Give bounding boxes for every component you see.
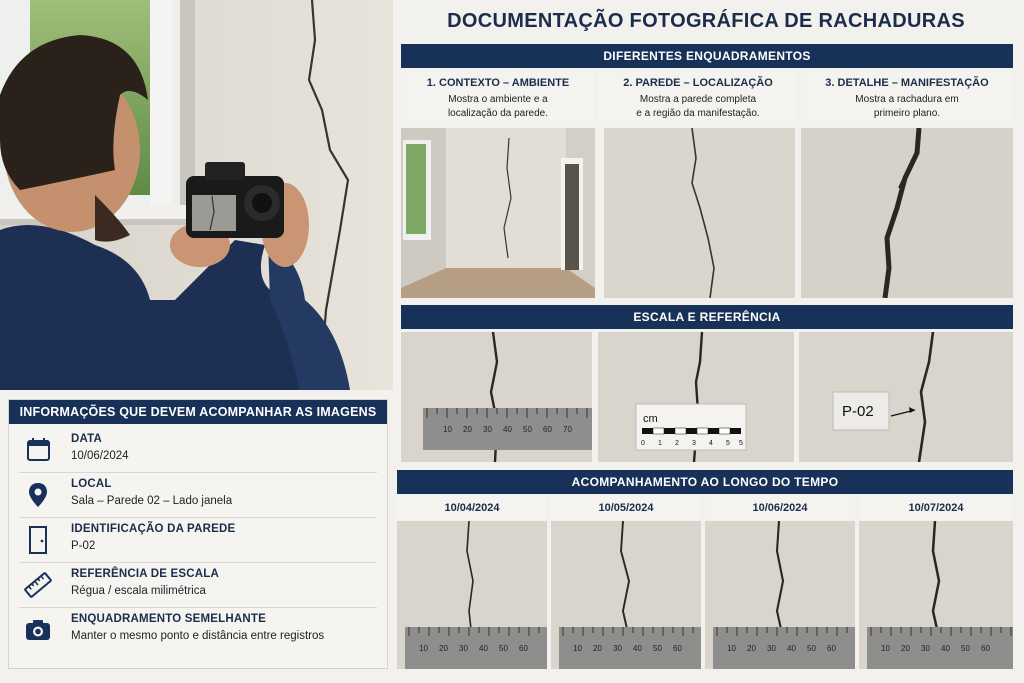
page-title: DOCUMENTAÇÃO FOTOGRÁFICA DE RACHADURAS [447,10,965,32]
info-label-date: DATA [71,433,103,445]
ruler-label: 30 [483,425,492,434]
ruler-label: 30 [459,644,468,653]
photo-scale-tag [799,332,1013,462]
ruler-label: 60 [673,644,682,653]
info-value-framing: Manter o mesmo ponto e distância entre registros [71,630,325,642]
info-label-scale: REFERÊNCIA DE ESCALA [71,568,219,580]
ruler-label: 50 [499,644,508,653]
info-label-location: LOCAL [71,478,112,490]
ruler-label: 10 [881,644,890,653]
ruler-icon [23,571,53,599]
ruler-label: 20 [439,644,448,653]
framing-desc-wall: Mostra a parede completa e a região da manifestação. [636,94,760,119]
timeline-photo-4 [859,521,1013,669]
info-panel [8,399,388,669]
info-row-wall-id [19,518,377,563]
scale-card-label: 0 [641,440,645,447]
ruler-label: 20 [593,644,602,653]
framing-title-context: 1. CONTEXTO – AMBIENTE [426,77,570,89]
framing-caption-context [401,70,595,126]
info-value-location: Sala – Parede 02 – Lado janela [71,495,233,507]
ruler-label: 40 [503,425,512,434]
photo-scale-card [598,332,794,462]
ruler-label: 40 [941,644,950,653]
ruler-label: 20 [747,644,756,653]
scale-card-unit: cm [643,413,658,425]
ruler-label: 20 [463,425,472,434]
wall-tag-label: P-02 [842,403,874,420]
ruler-label: 60 [519,644,528,653]
ruler-label: 60 [827,644,836,653]
info-row-framing [19,608,377,653]
timeline-date-2: 10/05/2024 [551,496,701,520]
photo-scale-ruler [401,332,592,462]
info-value-wall-id: P-02 [71,540,96,552]
ruler-label: 10 [419,644,428,653]
photographer-illustration [0,0,393,390]
ruler-label: 20 [901,644,910,653]
scale-card-bars [642,428,741,434]
scale-card-label: 3 [692,440,696,447]
timeline-photo-1 [397,521,547,669]
ruler-label: 10 [573,644,582,653]
timeline-date-3: 10/06/2024 [705,496,855,520]
ruler-label: 60 [543,425,552,434]
ruler-label: 10 [727,644,736,653]
info-label-framing: ENQUADRAMENTO SEMELHANTE [71,613,266,625]
ruler-label: 30 [613,644,622,653]
ruler-label: 10 [443,425,452,434]
ruler-label: 30 [767,644,776,653]
ruler-label: 40 [479,644,488,653]
timeline-date-4: 10/07/2024 [859,496,1013,520]
framing-title-wall: 2. PAREDE – LOCALIZAÇÃO [623,77,773,89]
calendar-icon [23,436,53,464]
ruler-label: 40 [787,644,796,653]
framing-section-title: DIFERENTES ENQUADRAMENTOS [401,44,1013,68]
info-value-date: 10/06/2024 [71,450,129,462]
timeline-photo-2 [551,521,701,669]
ruler-label: 30 [921,644,930,653]
info-label-wall-id: IDENTIFICAÇÃO DA PAREDE [71,523,236,535]
timeline-date-1: 10/04/2024 [397,496,547,520]
info-panel-title: INFORMAÇÕES QUE DEVEM ACOMPANHAR AS IMAGENS [9,400,387,424]
framing-desc-context: Mostra o ambiente e a localização da parede. [447,94,549,119]
photo-crack-detail [801,128,1013,298]
camera-icon [23,616,53,644]
scale-card-label: 5 [739,440,743,447]
ruler-label: 40 [633,644,642,653]
scale-card-label: 4 [709,440,713,447]
framing-desc-detail: Mostra a rachadura em primeiro plano. [855,94,959,119]
timeline-section-title: ACOMPANHAMENTO AO LONGO DO TEMPO [397,470,1013,494]
scale-card-label: 2 [675,440,679,447]
info-row-location [19,473,377,518]
timeline-photo-3 [705,521,855,669]
scale-card-label: 5 [726,440,730,447]
ruler-label: 50 [807,644,816,653]
framing-caption-wall [599,70,797,126]
door-icon [23,526,53,554]
ruler-label: 50 [653,644,662,653]
scale-section-title: ESCALA E REFERÊNCIA [401,305,1013,329]
framing-caption-detail [801,70,1013,126]
info-row-date [19,428,377,473]
scale-card-label: 1 [658,440,662,447]
location-pin-icon [23,481,53,509]
hero-photo-photographer [0,0,393,390]
framing-title-detail: 3. DETALHE – MANIFESTAÇÃO [825,77,989,89]
photo-wall-location [604,128,795,298]
info-row-scale [19,563,377,608]
ruler-label: 60 [981,644,990,653]
ruler-label: 50 [961,644,970,653]
ruler-label: 70 [563,425,572,434]
photo-context-room [401,128,595,298]
ruler-label: 50 [523,425,532,434]
info-value-scale: Régua / escala milimétrica [71,585,206,597]
